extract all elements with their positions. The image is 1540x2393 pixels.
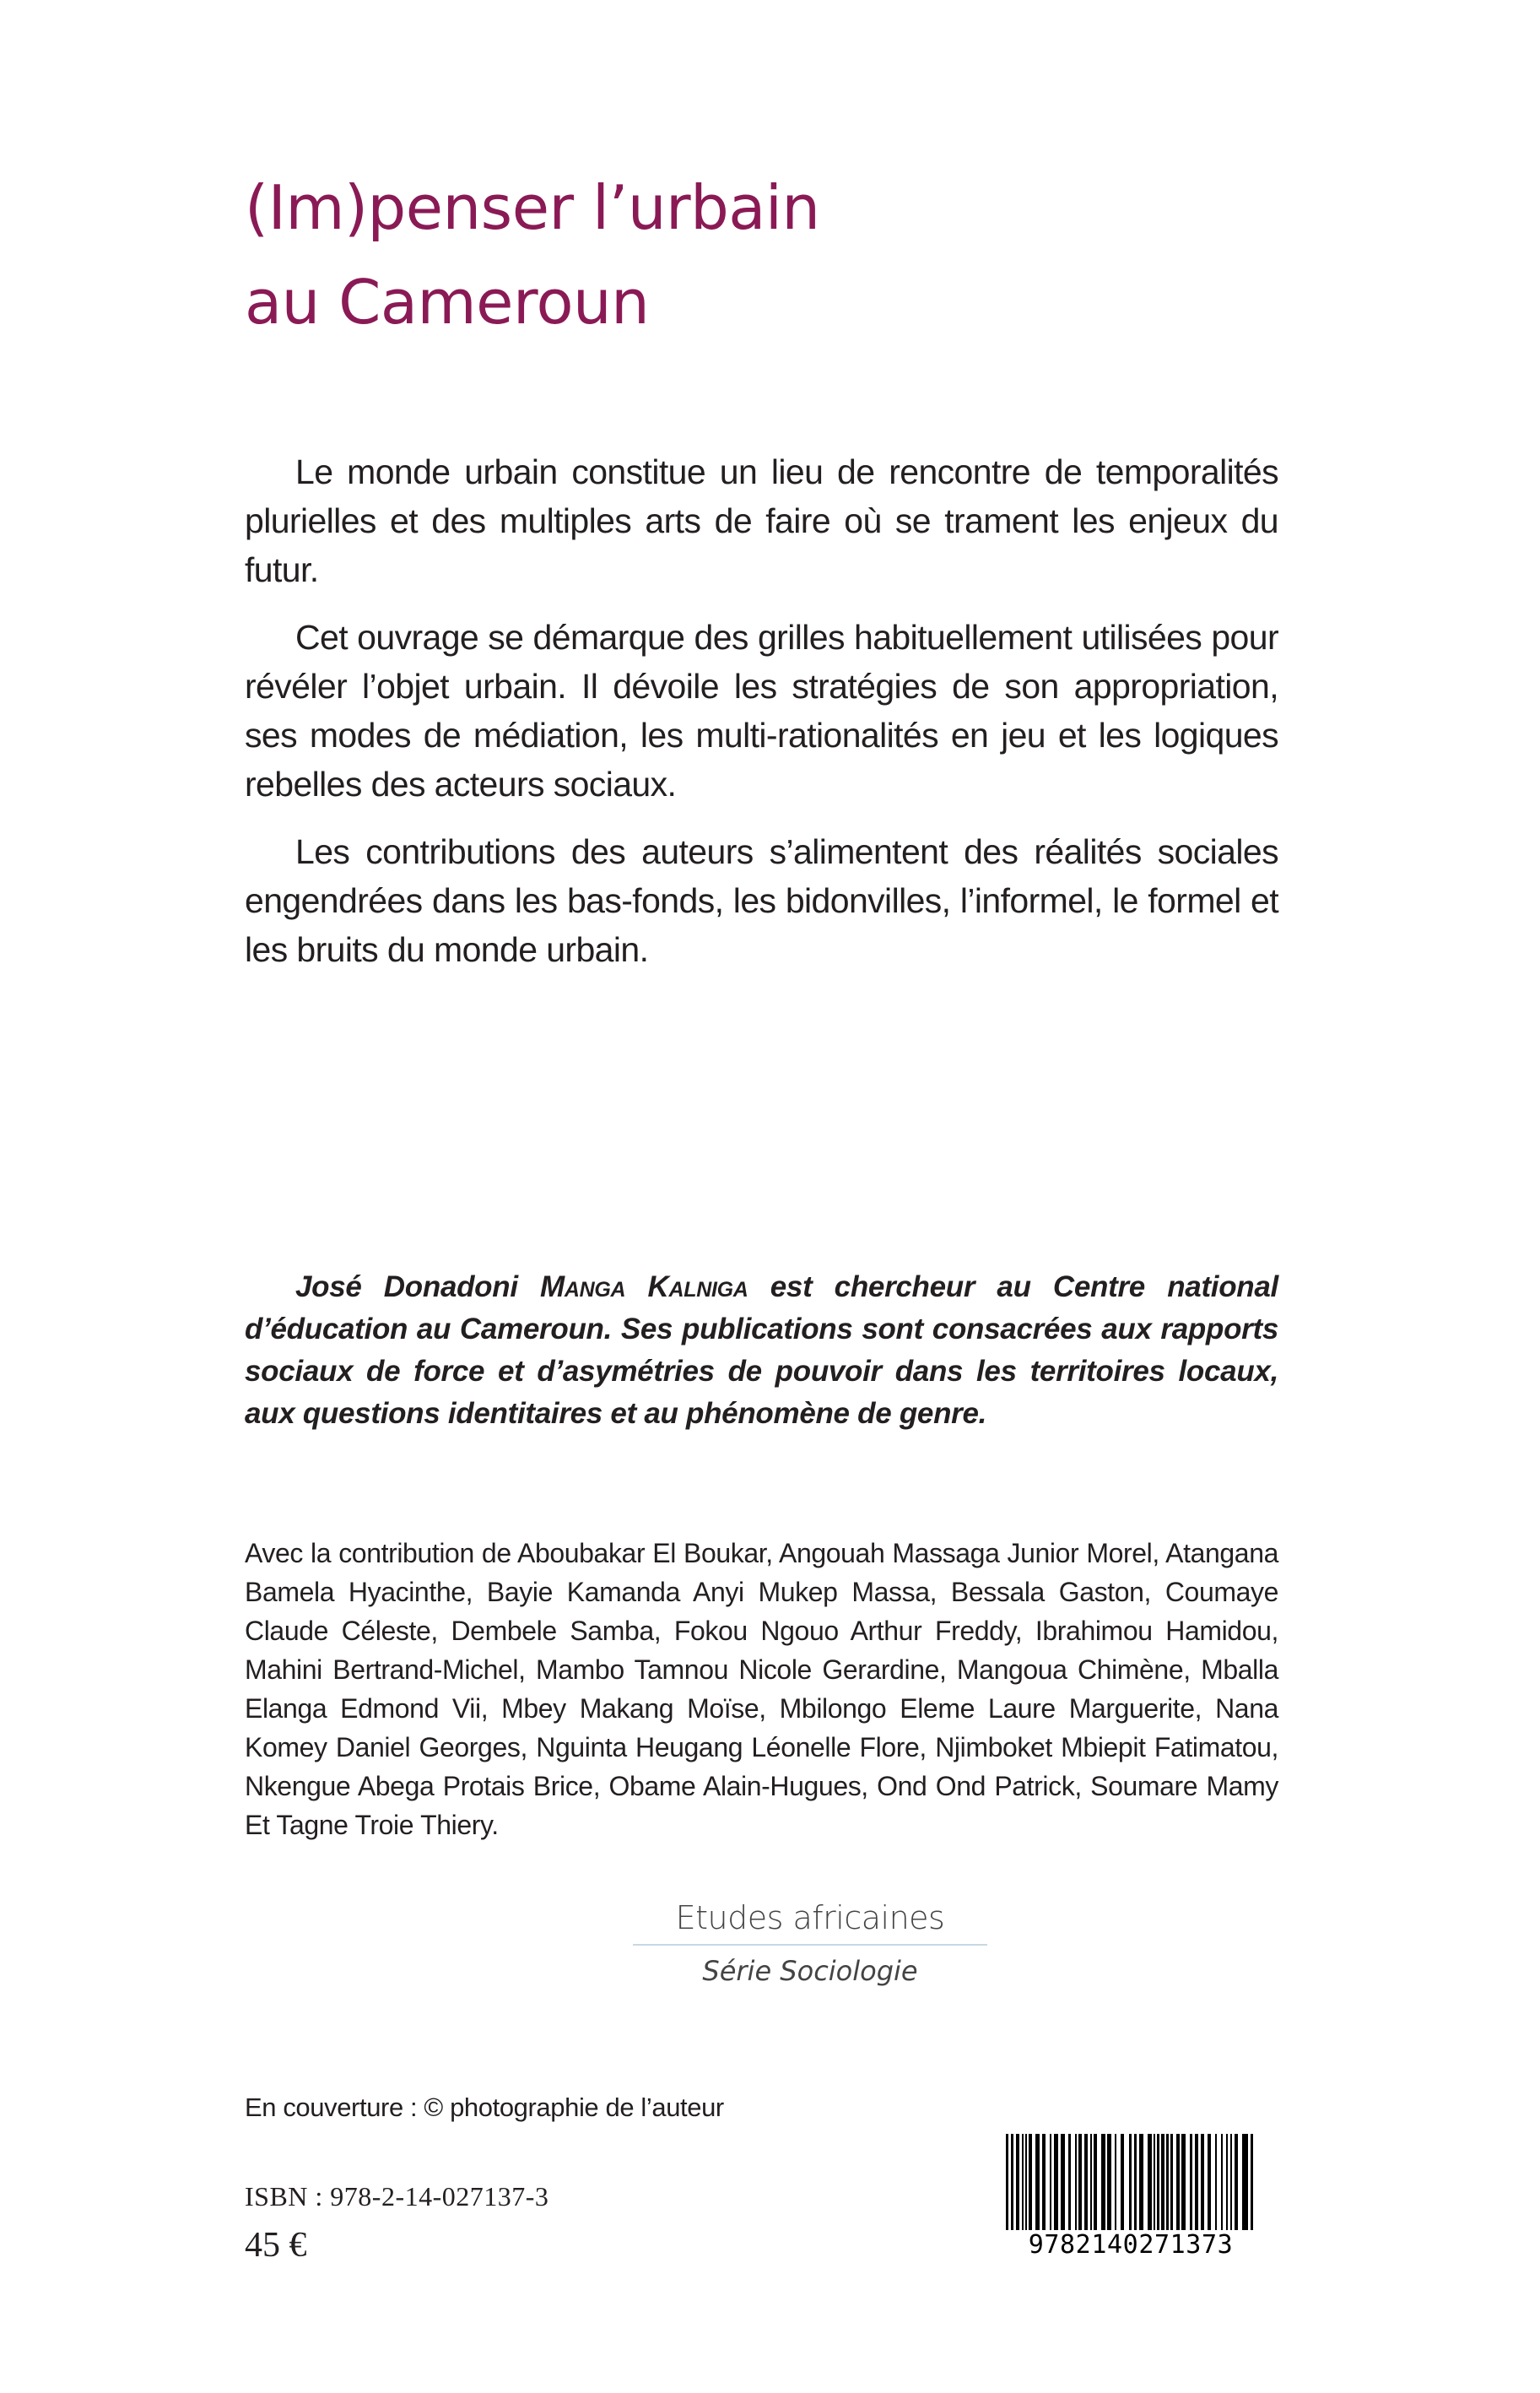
title-line-1: (Im)penser l’urbain <box>245 172 820 243</box>
barcode-bar <box>1195 2134 1198 2233</box>
blurb-paragraph: Cet ouvrage se démarque des grilles habituellement utilisées pour révéler l’objet urbain. Il dévoile les stratégies de son appropriation, ses modes de médiation, les multi-rationalités en jeu et les logiques rebelles des acteurs sociaux. <box>245 618 1278 804</box>
author-surname: Manga Kalniga <box>540 1270 748 1303</box>
collection-logo <box>633 1895 987 1990</box>
barcode-bar <box>1061 2134 1065 2233</box>
blurb <box>245 447 1278 993</box>
barcode-bar <box>1025 2134 1027 2233</box>
barcode-bar <box>1035 2134 1040 2233</box>
barcode-bar <box>1115 2134 1116 2233</box>
author-bio-text: est chercheur au Centre national d’éducation au Cameroun. Ses publications sont consacrées aux rapports sociaux de force et d’asymétries de pouvoir dans les territoires locaux, aux questions identitaires et au phénomène de genre. <box>245 1270 1278 1430</box>
barcode-bar <box>1201 2134 1204 2233</box>
barcode-bar <box>1022 2134 1024 2233</box>
barcode-bar <box>1075 2134 1077 2233</box>
barcode-bar <box>1084 2134 1088 2233</box>
book-title <box>245 160 820 349</box>
collection-name: Etudes africaines <box>675 1899 945 1936</box>
barcode-bar <box>1121 2134 1124 2233</box>
isbn: ISBN : 978-2-14-027137-3 <box>245 2181 549 2212</box>
blurb-paragraph: Le monde urbain constitue un lieu de rencontre de temporalités plurielles et des multiples arts de faire où se trament les enjeux du futur. <box>245 452 1278 589</box>
barcode-bar <box>1235 2134 1238 2233</box>
barcode-bar <box>1101 2134 1105 2233</box>
barcode-bar <box>1181 2134 1186 2233</box>
collection-divider <box>633 1944 987 1946</box>
barcode-bar <box>1094 2134 1097 2233</box>
barcode-bar <box>1148 2134 1152 2233</box>
cover-credit: En couverture : © photographie de l’auteur <box>245 2093 724 2122</box>
barcode-bar <box>1078 2134 1082 2233</box>
barcode-digits: 9782140271373 <box>987 2230 1274 2260</box>
barcode-bar <box>1226 2134 1228 2233</box>
barcode-bar <box>1016 2134 1019 2233</box>
barcode-bar <box>1090 2134 1092 2233</box>
author-first-names: José Donadoni <box>295 1270 518 1303</box>
barcode-bar <box>1230 2134 1232 2233</box>
barcode-bar <box>1242 2134 1246 2233</box>
price: 45 € <box>245 2226 307 2265</box>
author-bio <box>245 1266 1278 1435</box>
barcode-bar <box>1050 2134 1051 2233</box>
contributors-list: Avec la contribution de Aboubakar El Boukar, Angouah Massaga Junior Morel, Atangana Bamela Hyacinthe, Bayie Kamanda Anyi Mukep Massa, Bessala Gaston, Coumaye Claude Céleste, Dembele Samba, Fokou Ngouo Arthur Freddy, Ibrahimou Hamidou, Mahini Bertrand-Michel, Mambo Tamnou Nicole Gerardine, Mangoua Chimène, Mballa Elanga Edmond Vii, Mbey Makang Moïse, Mbilongo Eleme Laure Marguerite, Nana Komey Daniel Georges, Nguinta Heugang Léonelle Flore, Njimboket Mbiepit Fatimatou, Nkengue Abega Protais Brice, Obame Alain-Hugues, Ond Ond Patrick, Soumare Mamy Et Tagne Troie Thiery. <box>245 1538 1278 1840</box>
barcode-bar <box>1029 2134 1032 2233</box>
barcode-bar <box>1068 2134 1071 2233</box>
barcode-bar <box>1154 2134 1155 2233</box>
blurb-paragraph: Les contributions des auteurs s’alimentent des réalités sociales engendrées dans les bas-fonds, les bidonvilles, l’informel, le formel et les bruits du monde urbain. <box>245 832 1278 969</box>
barcode-bar <box>1170 2134 1173 2233</box>
barcode-bar <box>1157 2134 1159 2233</box>
title-line-2: au Cameroun <box>245 267 650 338</box>
barcode <box>987 2134 1274 2269</box>
barcode-bar <box>1176 2134 1180 2233</box>
barcode-bar <box>1221 2134 1223 2233</box>
collection-series: Série Sociologie <box>702 1955 918 1987</box>
barcode-bar <box>1107 2134 1111 2233</box>
barcode-bar <box>1042 2134 1046 2233</box>
barcode-bar <box>1161 2134 1164 2233</box>
barcode-bar <box>1139 2134 1143 2233</box>
barcode-bar <box>1054 2134 1058 2233</box>
barcode-bar <box>1166 2134 1169 2233</box>
barcode-bar <box>1208 2134 1211 2233</box>
barcode-bar <box>1190 2134 1192 2233</box>
barcode-bar <box>1215 2134 1217 2233</box>
